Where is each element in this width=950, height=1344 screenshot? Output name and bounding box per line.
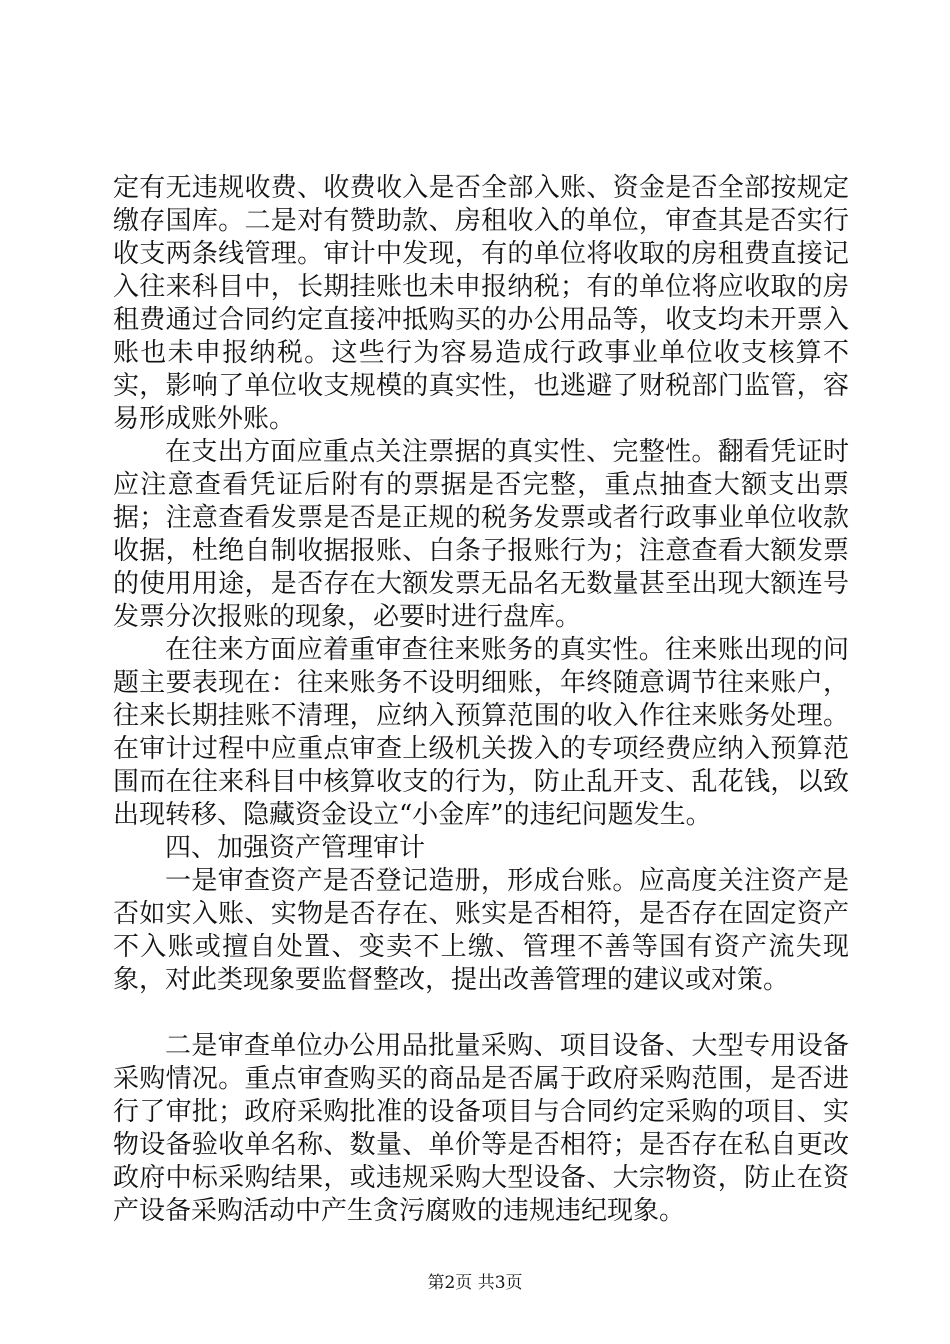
paragraph-current-accounts: 在往来方面应着重审查往来账务的真实性。往来账出现的问题主要表现在：往来账务不设明细账，年终随意调节往来账户，往来长期挂账不清理，应纳入预算范围的收入作往来账务处理。在审计过程中应重点审查上级机关拨入的专项经费应纳入预算范围而在往来科目中核算收支的行为，防止乱开支、乱花钱，以致出现转移、隐藏资金设立“小金库”的违纪问题发生。 <box>113 635 849 830</box>
paragraph-revenue-continued: 定有无违规收费、收费收入是否全部入账、资金是否全部按规定缴存国库。二是对有赞助款、房租收入的单位，审查其是否实行收支两条线管理。审计中发现，有的单位将收取的房租费直接记入往来科目中，长期挂账也未申报纳税；有的单位将应收取的房租费通过合同约定直接冲抵购买的办公用品等，收支均未开票入账也未申报纳税。这些行为容易造成行政事业单位收支核算不实，影响了单位收支规模的真实性，也逃避了财税部门监管，容易形成账外账。 <box>113 173 849 434</box>
paragraph-asset-registration: 一是审查资产是否登记造册，形成台账。应高度关注资产是否如实入账、实物是否存在、账实是否相符，是否存在固定资产不入账或擅自处置、变卖不上缴、管理不善等国有资产流失现象，对此类现象要监督整改，提出改善管理的建议或对策。 <box>113 866 849 995</box>
paragraph-gap <box>113 997 849 1030</box>
paragraph-expenditure: 在支出方面应重点关注票据的真实性、完整性。翻看凭证时应注意查看凭证后附有的票据是否完整，重点抽查大额支出票据；注意查看发票是否是正规的税务发票或者行政事业单位收款收据，杜绝自制收据报账、白条子报账行为；注意查看大额发票的使用用途，是否存在大额发票无品名无数量甚至出现大额连号发票分次报账的现象，必要时进行盘库。 <box>113 437 849 632</box>
document-body <box>113 172 849 1228</box>
paragraph-procurement: 二是审查单位办公用品批量采购、项目设备、大型专用设备采购情况。重点审查购买的商品是否属于政府采购范围，是否进行了审批；政府采购批准的设备项目与合同约定采购的项目、实物设备验收单名称、数量、单价等是否相符；是否存在私自更改政府中标采购结果，或违规采购大型设备、大宗物资，防止在资产设备采购活动中产生贪污腐败的违规违纪现象。 <box>113 1031 849 1226</box>
page-number-footer: 第2页 共3页 <box>427 1273 523 1293</box>
section-heading-asset-audit: 四、加强资产管理审计 <box>165 833 426 863</box>
